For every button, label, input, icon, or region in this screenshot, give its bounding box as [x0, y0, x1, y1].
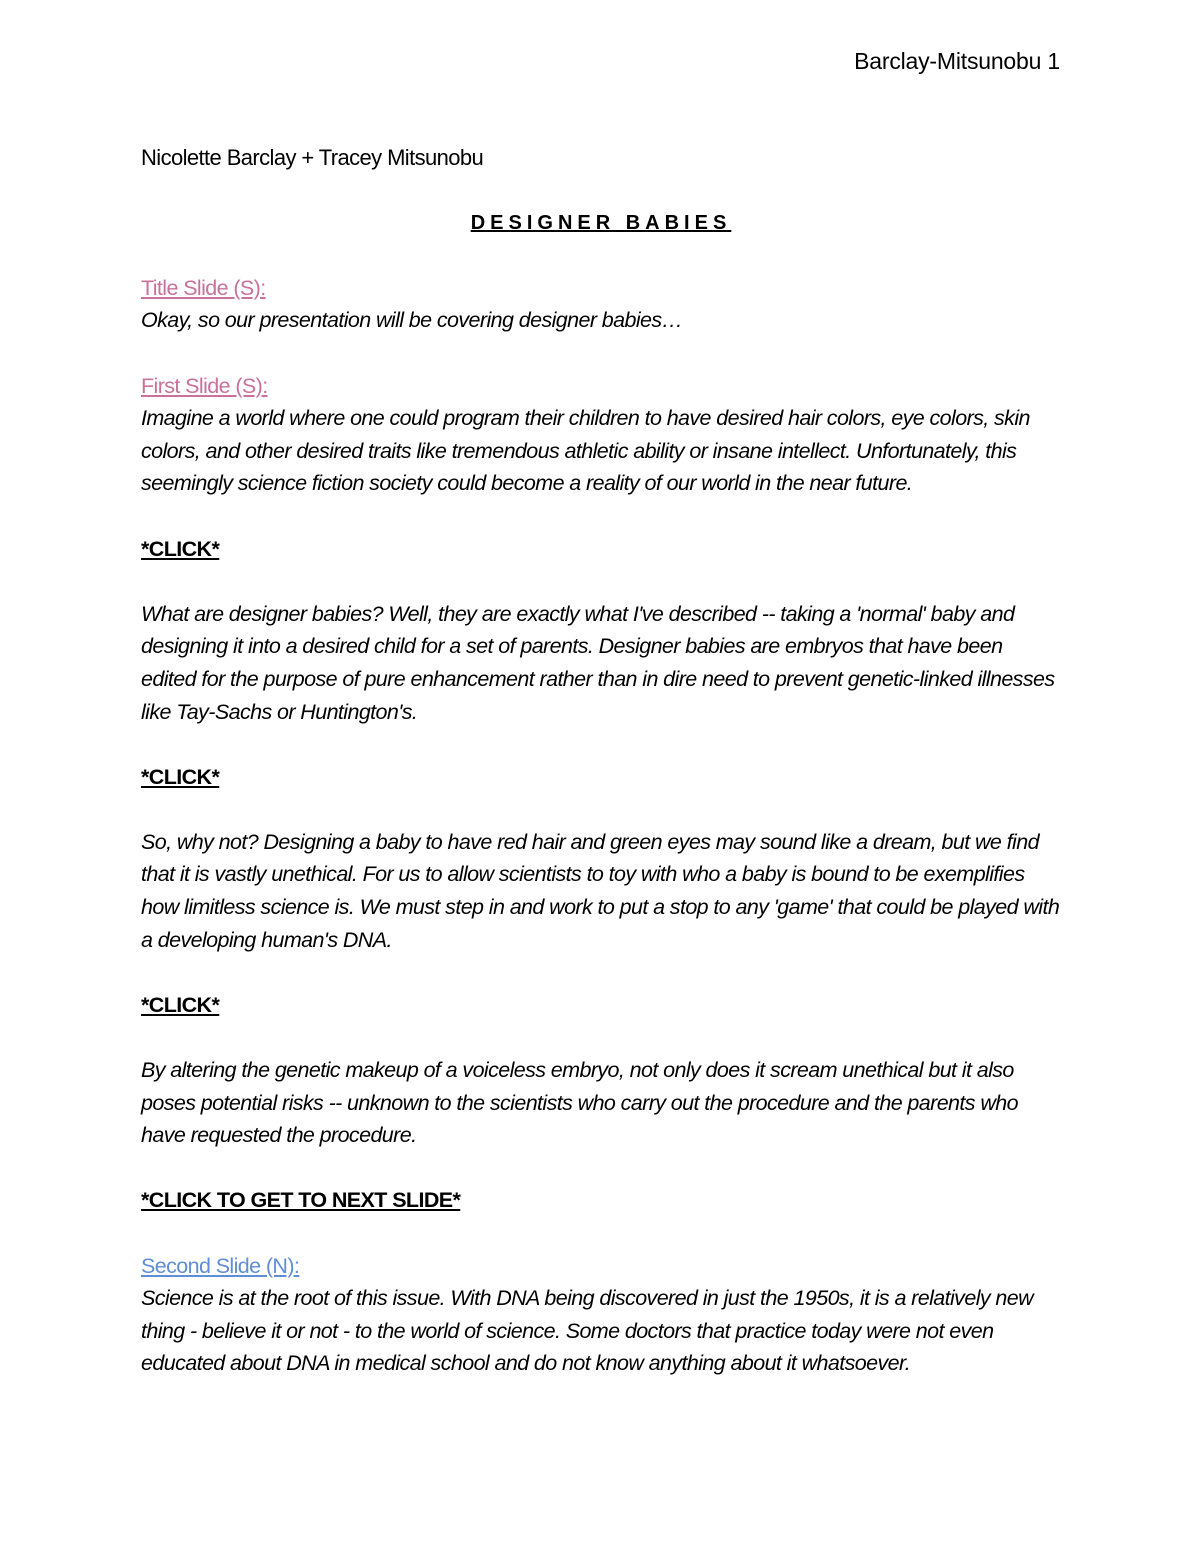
first-slide-paragraph-4: By altering the genetic makeup of a voiceless embryo, not only does it scream unethical but it also poses potential risks -- unknown to the scientists who carry out the procedure and the parents who have requested the procedure. [141, 1058, 1018, 1148]
running-header: Barclay-Mitsunobu 1 [854, 48, 1060, 74]
authors-line: Nicolette Barclay + Tracey Mitsunobu [141, 145, 484, 170]
document-title: DESIGNER BABIES [470, 211, 732, 234]
title-slide-text: Okay, so our presentation will be covering designer babies… [141, 308, 683, 333]
second-slide-heading: Second Slide (N): [141, 1253, 300, 1278]
first-slide-paragraph-2: What are designer babies? Well, they are exactly what I've described -- taking a 'normal' baby and designing it into a desired child for a set of parents. Designer babies are embryos that have been edited for the purpose of pure enhancement rather than in dire need to prevent genetic-linked illnesses like Tay-Sachs or Huntington's. [141, 601, 1055, 724]
click-cue-3: *CLICK* [141, 992, 220, 1017]
first-slide-paragraph-1: Imagine a world where one could program their children to have desired hair colors, eye colors, skin colors, and other desired traits like tremendous athletic ability or insane intellect. Unfortunately, this seemingly science fiction society could become a reality of our world in the near future. [141, 406, 1030, 496]
document-body [141, 142, 1061, 1380]
second-slide-text: Science is at the root of this issue. With DNA being discovered in just the 1950s, it is a relatively new thing - believe it or not - to the world of science. Some doctors that practice today were not even educated about DNA in medical school and do not know anything about it whatsoever. [141, 1286, 1034, 1376]
first-slide-heading: First Slide (S): [141, 373, 268, 398]
title-slide-heading: Title Slide (S): [141, 275, 266, 300]
click-cue-2: *CLICK* [141, 764, 220, 789]
click-next-slide-cue: *CLICK TO GET TO NEXT SLIDE* [141, 1188, 461, 1213]
first-slide-paragraph-3: So, why not? Designing a baby to have red hair and green eyes may sound like a dream, but we find that it is vastly unethical. For us to allow scientists to toy with who a baby is bound to be exemplifies how limitless science is. We must step in and work to put a stop to any 'game' that could be played with a developing human's DNA. [141, 829, 1060, 952]
click-cue-1: *CLICK* [141, 536, 220, 561]
